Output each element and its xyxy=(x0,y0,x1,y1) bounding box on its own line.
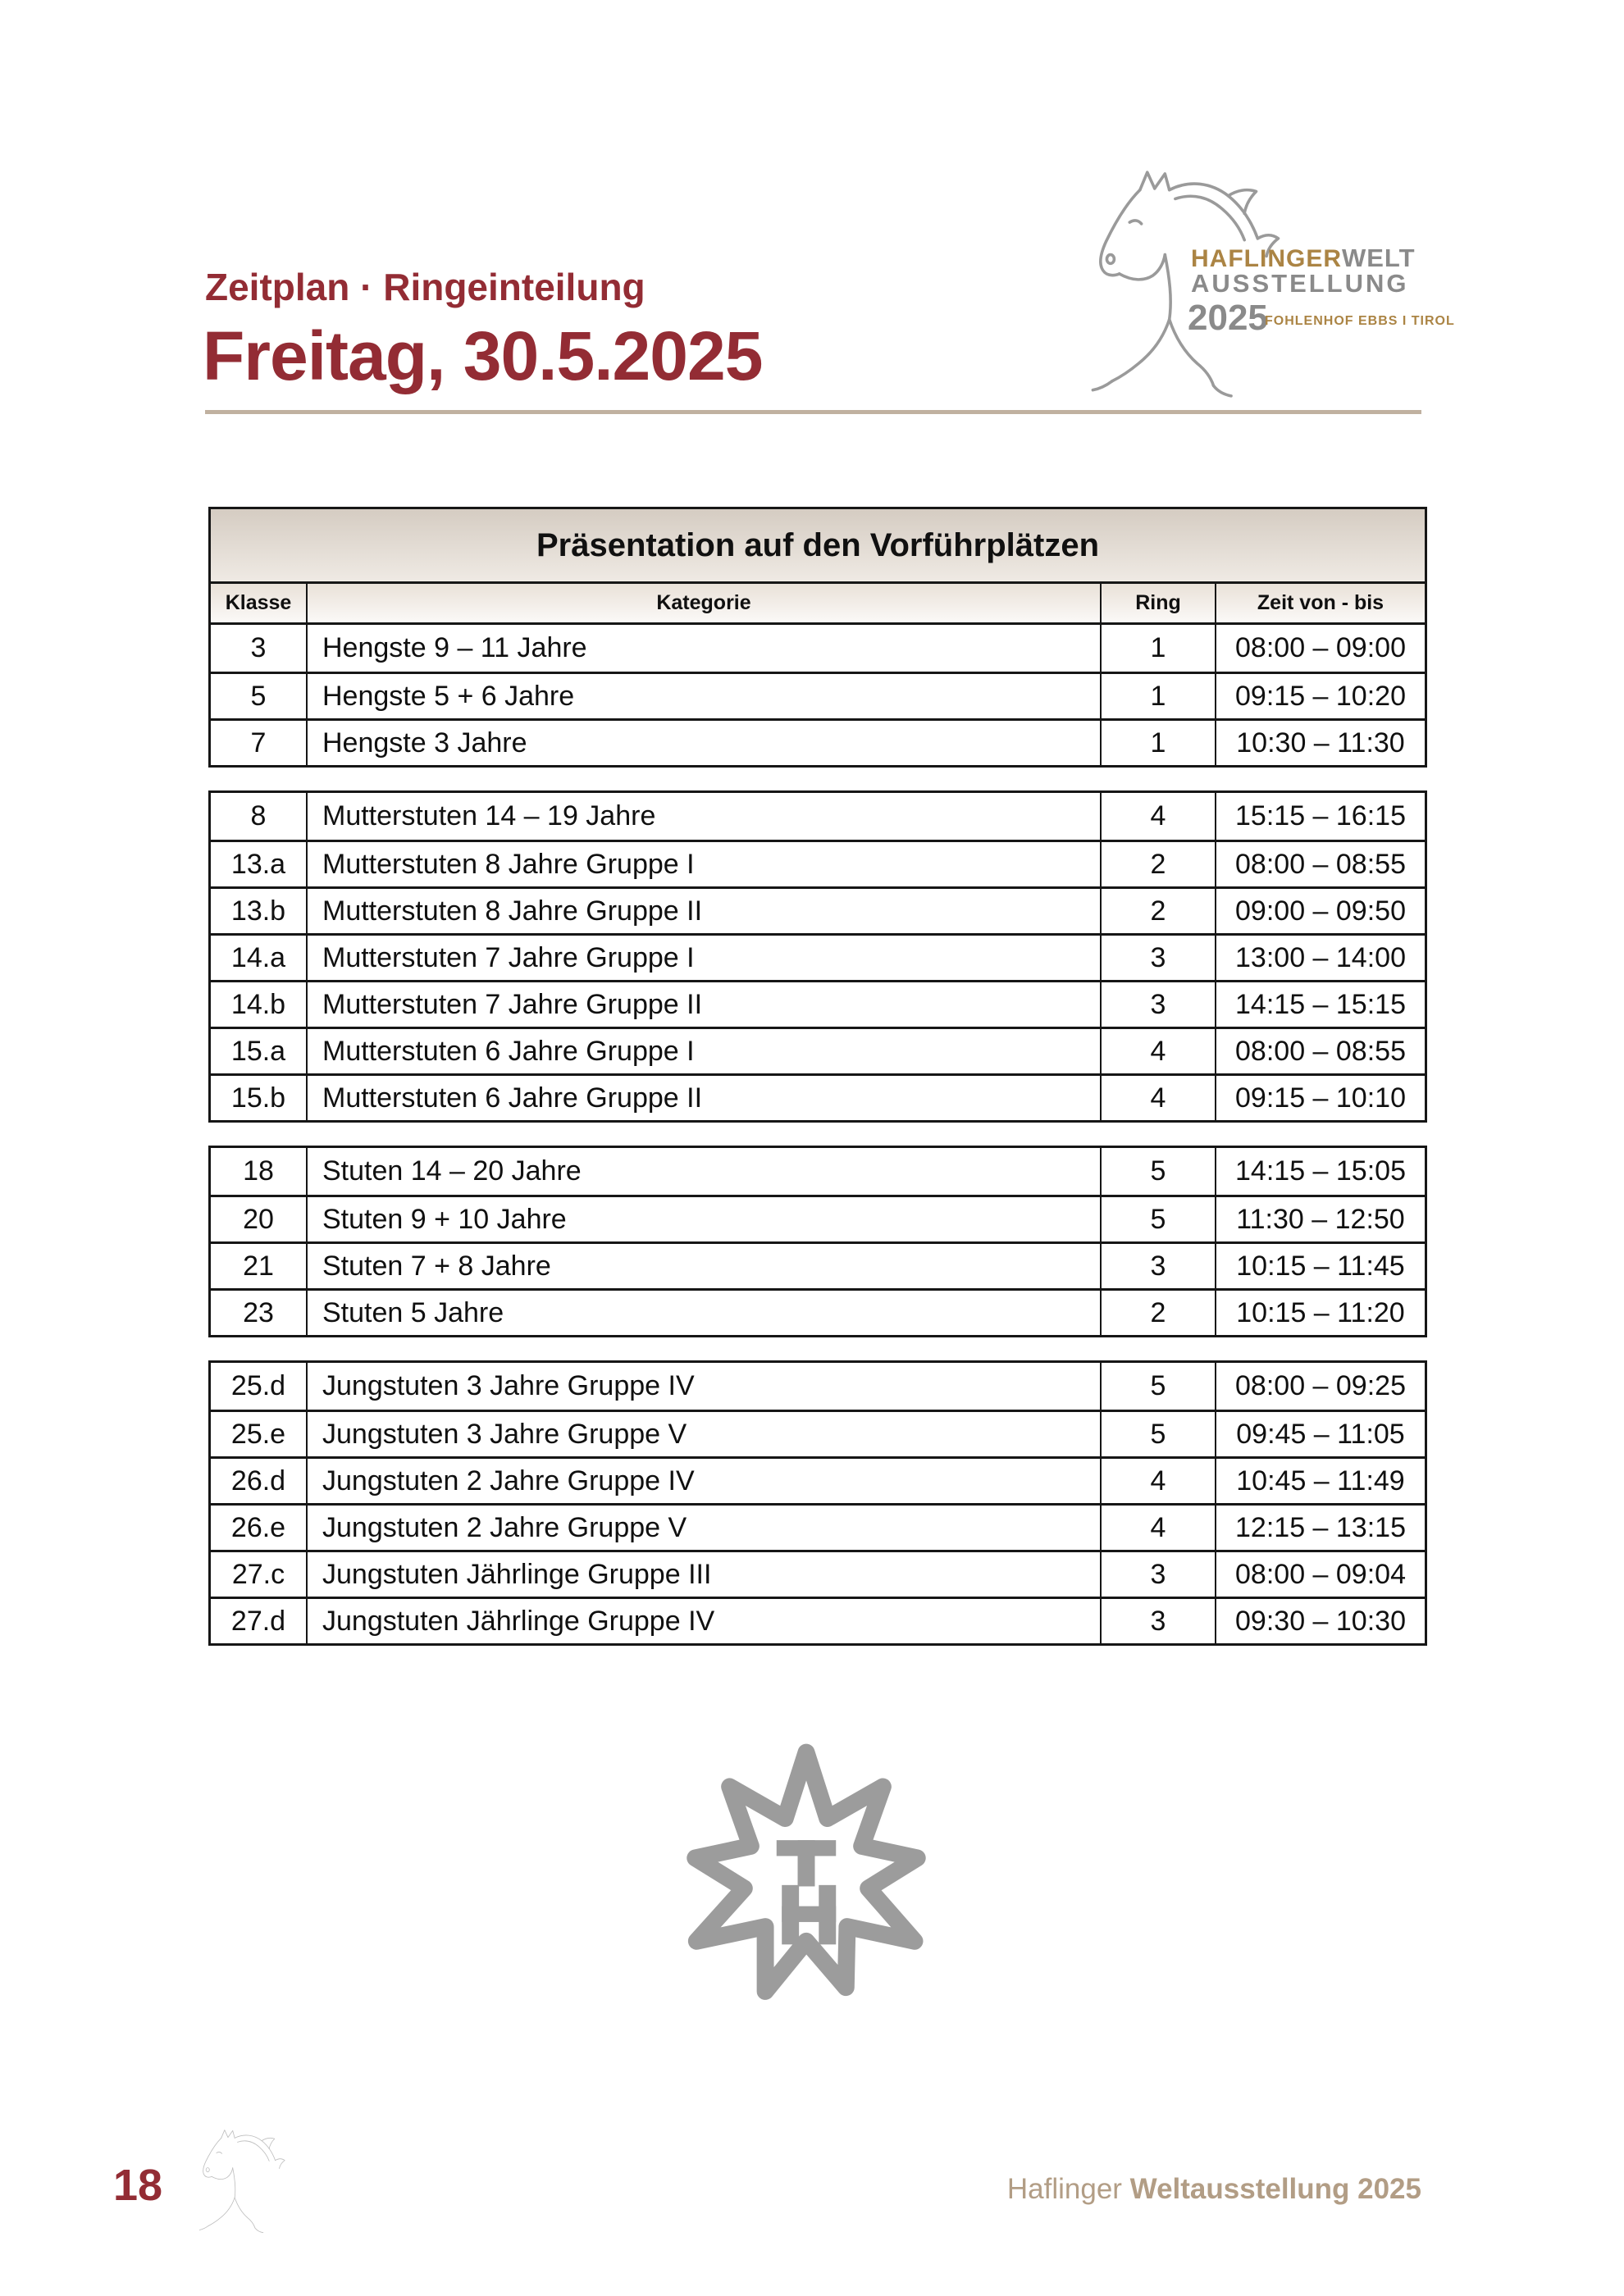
table-row xyxy=(211,1597,1425,1643)
cell-klasse: 27.d xyxy=(211,1599,308,1643)
cell-ring: 5 xyxy=(1102,1148,1216,1195)
cell-kategorie: Mutterstuten 6 Jahre Gruppe II xyxy=(308,1076,1102,1120)
table-row xyxy=(211,1503,1425,1550)
cell-ring: 3 xyxy=(1102,1552,1216,1597)
cell-kategorie: Stuten 14 – 20 Jahre xyxy=(308,1148,1102,1195)
footer-brand-light: Haflinger xyxy=(1006,2173,1130,2205)
table-title: Präsentation auf den Vorführplätzen xyxy=(208,507,1427,584)
logo-word-welt: WELT xyxy=(1342,244,1416,272)
cell-kategorie: Jungstuten Jährlinge Gruppe IV xyxy=(308,1599,1102,1643)
table-row xyxy=(211,793,1425,840)
column-header-ring: Ring xyxy=(1102,584,1216,622)
cell-klasse: 7 xyxy=(211,721,308,765)
cell-ring: 4 xyxy=(1102,1029,1216,1073)
cell-ring: 5 xyxy=(1102,1197,1216,1241)
cell-klasse: 15.a xyxy=(211,1029,308,1073)
cell-klasse: 26.d xyxy=(211,1459,308,1503)
cell-ring: 3 xyxy=(1102,936,1216,980)
cell-klasse: 27.c xyxy=(211,1552,308,1597)
cell-zeit: 10:30 – 11:30 xyxy=(1236,727,1405,758)
cell-ring: 5 xyxy=(1102,1363,1216,1410)
logo-subtitle: FOHLENHOF EBBS I TIROL xyxy=(1265,314,1455,328)
cell-kategorie: Hengste 5 + 6 Jahre xyxy=(308,674,1102,718)
cell-kategorie: Stuten 9 + 10 Jahre xyxy=(308,1197,1102,1241)
cell-klasse: 3 xyxy=(211,625,308,672)
cell-ring: 2 xyxy=(1102,842,1216,886)
table-row xyxy=(211,1550,1425,1597)
cell-kategorie: Jungstuten 3 Jahre Gruppe V xyxy=(308,1412,1102,1456)
cell-kategorie: Jungstuten Jährlinge Gruppe III xyxy=(308,1552,1102,1597)
cell-klasse: 21 xyxy=(211,1244,308,1288)
cell-kategorie: Mutterstuten 8 Jahre Gruppe II xyxy=(308,889,1102,933)
cell-ring: 3 xyxy=(1102,1599,1216,1643)
logo-wordmark-line2: AUSSTELLUNG xyxy=(1191,269,1409,298)
page-number: 18 xyxy=(113,2161,163,2210)
cell-zeit: 11:30 – 12:50 xyxy=(1236,1203,1405,1235)
cell-kategorie: Jungstuten 3 Jahre Gruppe IV xyxy=(308,1363,1102,1410)
table-row xyxy=(211,718,1425,765)
cell-klasse: 13.a xyxy=(211,842,308,886)
cell-klasse: 25.e xyxy=(211,1412,308,1456)
horse-sketch-icon xyxy=(162,2121,308,2235)
table-row xyxy=(211,1027,1425,1073)
event-logo xyxy=(1050,152,1455,410)
cell-klasse: 18 xyxy=(211,1148,308,1195)
cell-zeit: 08:00 – 08:55 xyxy=(1235,1035,1406,1067)
cell-kategorie: Stuten 5 Jahre xyxy=(308,1291,1102,1335)
schedule-group xyxy=(208,1360,1427,1646)
cell-kategorie: Jungstuten 2 Jahre Gruppe IV xyxy=(308,1459,1102,1503)
cell-ring: 4 xyxy=(1102,1076,1216,1120)
cell-kategorie: Mutterstuten 14 – 19 Jahre xyxy=(308,793,1102,840)
cell-kategorie: Mutterstuten 8 Jahre Gruppe I xyxy=(308,842,1102,886)
table-row xyxy=(211,980,1425,1027)
cell-kategorie: Mutterstuten 6 Jahre Gruppe I xyxy=(308,1029,1102,1073)
table-row xyxy=(211,1241,1425,1288)
column-header-klasse: Klasse xyxy=(211,584,308,622)
cell-klasse: 25.d xyxy=(211,1363,308,1410)
table-row xyxy=(211,1288,1425,1335)
page-title: Freitag, 30.5.2025 xyxy=(203,317,763,394)
cell-zeit: 09:30 – 10:30 xyxy=(1235,1605,1406,1637)
cell-zeit: 09:15 – 10:20 xyxy=(1235,680,1406,712)
cell-klasse: 23 xyxy=(211,1291,308,1335)
cell-ring: 2 xyxy=(1102,889,1216,933)
cell-zeit: 08:00 – 08:55 xyxy=(1235,848,1406,880)
section-eyebrow: Zeitplan · Ringeinteilung xyxy=(205,266,645,308)
cell-zeit: 08:00 – 09:25 xyxy=(1235,1370,1406,1401)
cell-kategorie: Hengste 3 Jahre xyxy=(308,721,1102,765)
cell-ring: 4 xyxy=(1102,1506,1216,1550)
table-row xyxy=(211,1363,1425,1410)
cell-klasse: 15.b xyxy=(211,1076,308,1120)
cell-ring: 4 xyxy=(1102,1459,1216,1503)
cell-zeit: 10:45 – 11:49 xyxy=(1236,1465,1405,1496)
cell-zeit: 15:15 – 16:15 xyxy=(1235,800,1406,831)
footer-brand xyxy=(902,2173,1421,2206)
cell-ring: 1 xyxy=(1102,625,1216,672)
cell-ring: 4 xyxy=(1102,793,1216,840)
cell-kategorie: Mutterstuten 7 Jahre Gruppe II xyxy=(308,982,1102,1027)
cell-zeit: 09:00 – 09:50 xyxy=(1235,895,1406,927)
cell-zeit: 09:45 – 11:05 xyxy=(1236,1418,1405,1450)
cell-zeit: 08:00 – 09:04 xyxy=(1235,1558,1406,1590)
cell-klasse: 14.a xyxy=(211,936,308,980)
cell-zeit: 08:00 – 09:00 xyxy=(1235,632,1406,663)
cell-kategorie: Jungstuten 2 Jahre Gruppe V xyxy=(308,1506,1102,1550)
cell-kategorie: Hengste 9 – 11 Jahre xyxy=(308,625,1102,672)
schedule-group xyxy=(208,625,1427,768)
cell-zeit: 10:15 – 11:20 xyxy=(1236,1296,1405,1328)
table-header-row xyxy=(208,584,1427,625)
logo-word-haflinger: HAFLINGER xyxy=(1191,245,1342,272)
cell-kategorie: Mutterstuten 7 Jahre Gruppe I xyxy=(308,936,1102,980)
cell-zeit: 14:15 – 15:05 xyxy=(1235,1155,1406,1187)
cell-klasse: 20 xyxy=(211,1197,308,1241)
cell-zeit: 09:15 – 10:10 xyxy=(1235,1082,1406,1114)
edelweiss-watermark-icon xyxy=(674,1732,938,2024)
cell-klasse: 5 xyxy=(211,674,308,718)
cell-klasse: 14.b xyxy=(211,982,308,1027)
schedule-group xyxy=(208,790,1427,1123)
cell-klasse: 26.e xyxy=(211,1506,308,1550)
cell-klasse: 13.b xyxy=(211,889,308,933)
footer-brand-bold: Weltausstellung 2025 xyxy=(1129,2173,1421,2205)
cell-ring: 1 xyxy=(1102,674,1216,718)
cell-zeit: 12:15 – 13:15 xyxy=(1235,1511,1406,1543)
schedule-groups xyxy=(208,625,1427,1646)
cell-ring: 5 xyxy=(1102,1412,1216,1456)
schedule-group xyxy=(208,1146,1427,1337)
cell-ring: 2 xyxy=(1102,1291,1216,1335)
cell-klasse: 8 xyxy=(211,793,308,840)
cell-zeit: 10:15 – 11:45 xyxy=(1236,1250,1405,1282)
cell-ring: 1 xyxy=(1102,721,1216,765)
logo-year: 2025 xyxy=(1188,298,1268,338)
cell-ring: 3 xyxy=(1102,982,1216,1027)
table-row xyxy=(211,672,1425,718)
cell-zeit: 14:15 – 15:15 xyxy=(1235,988,1406,1020)
table-row xyxy=(211,1195,1425,1241)
schedule-table xyxy=(208,507,1427,1646)
header-divider xyxy=(205,410,1421,414)
table-row xyxy=(211,933,1425,980)
table-row xyxy=(211,1456,1425,1503)
table-row xyxy=(211,1148,1425,1195)
cell-zeit: 13:00 – 14:00 xyxy=(1235,941,1406,973)
column-header-zeit: Zeit von - bis xyxy=(1257,591,1385,614)
table-row xyxy=(211,1073,1425,1120)
table-row xyxy=(211,625,1425,672)
table-row xyxy=(211,886,1425,933)
cell-ring: 3 xyxy=(1102,1244,1216,1288)
column-header-kategorie: Kategorie xyxy=(308,584,1102,622)
cell-kategorie: Stuten 7 + 8 Jahre xyxy=(308,1244,1102,1288)
table-row xyxy=(211,1410,1425,1456)
table-row xyxy=(211,840,1425,886)
